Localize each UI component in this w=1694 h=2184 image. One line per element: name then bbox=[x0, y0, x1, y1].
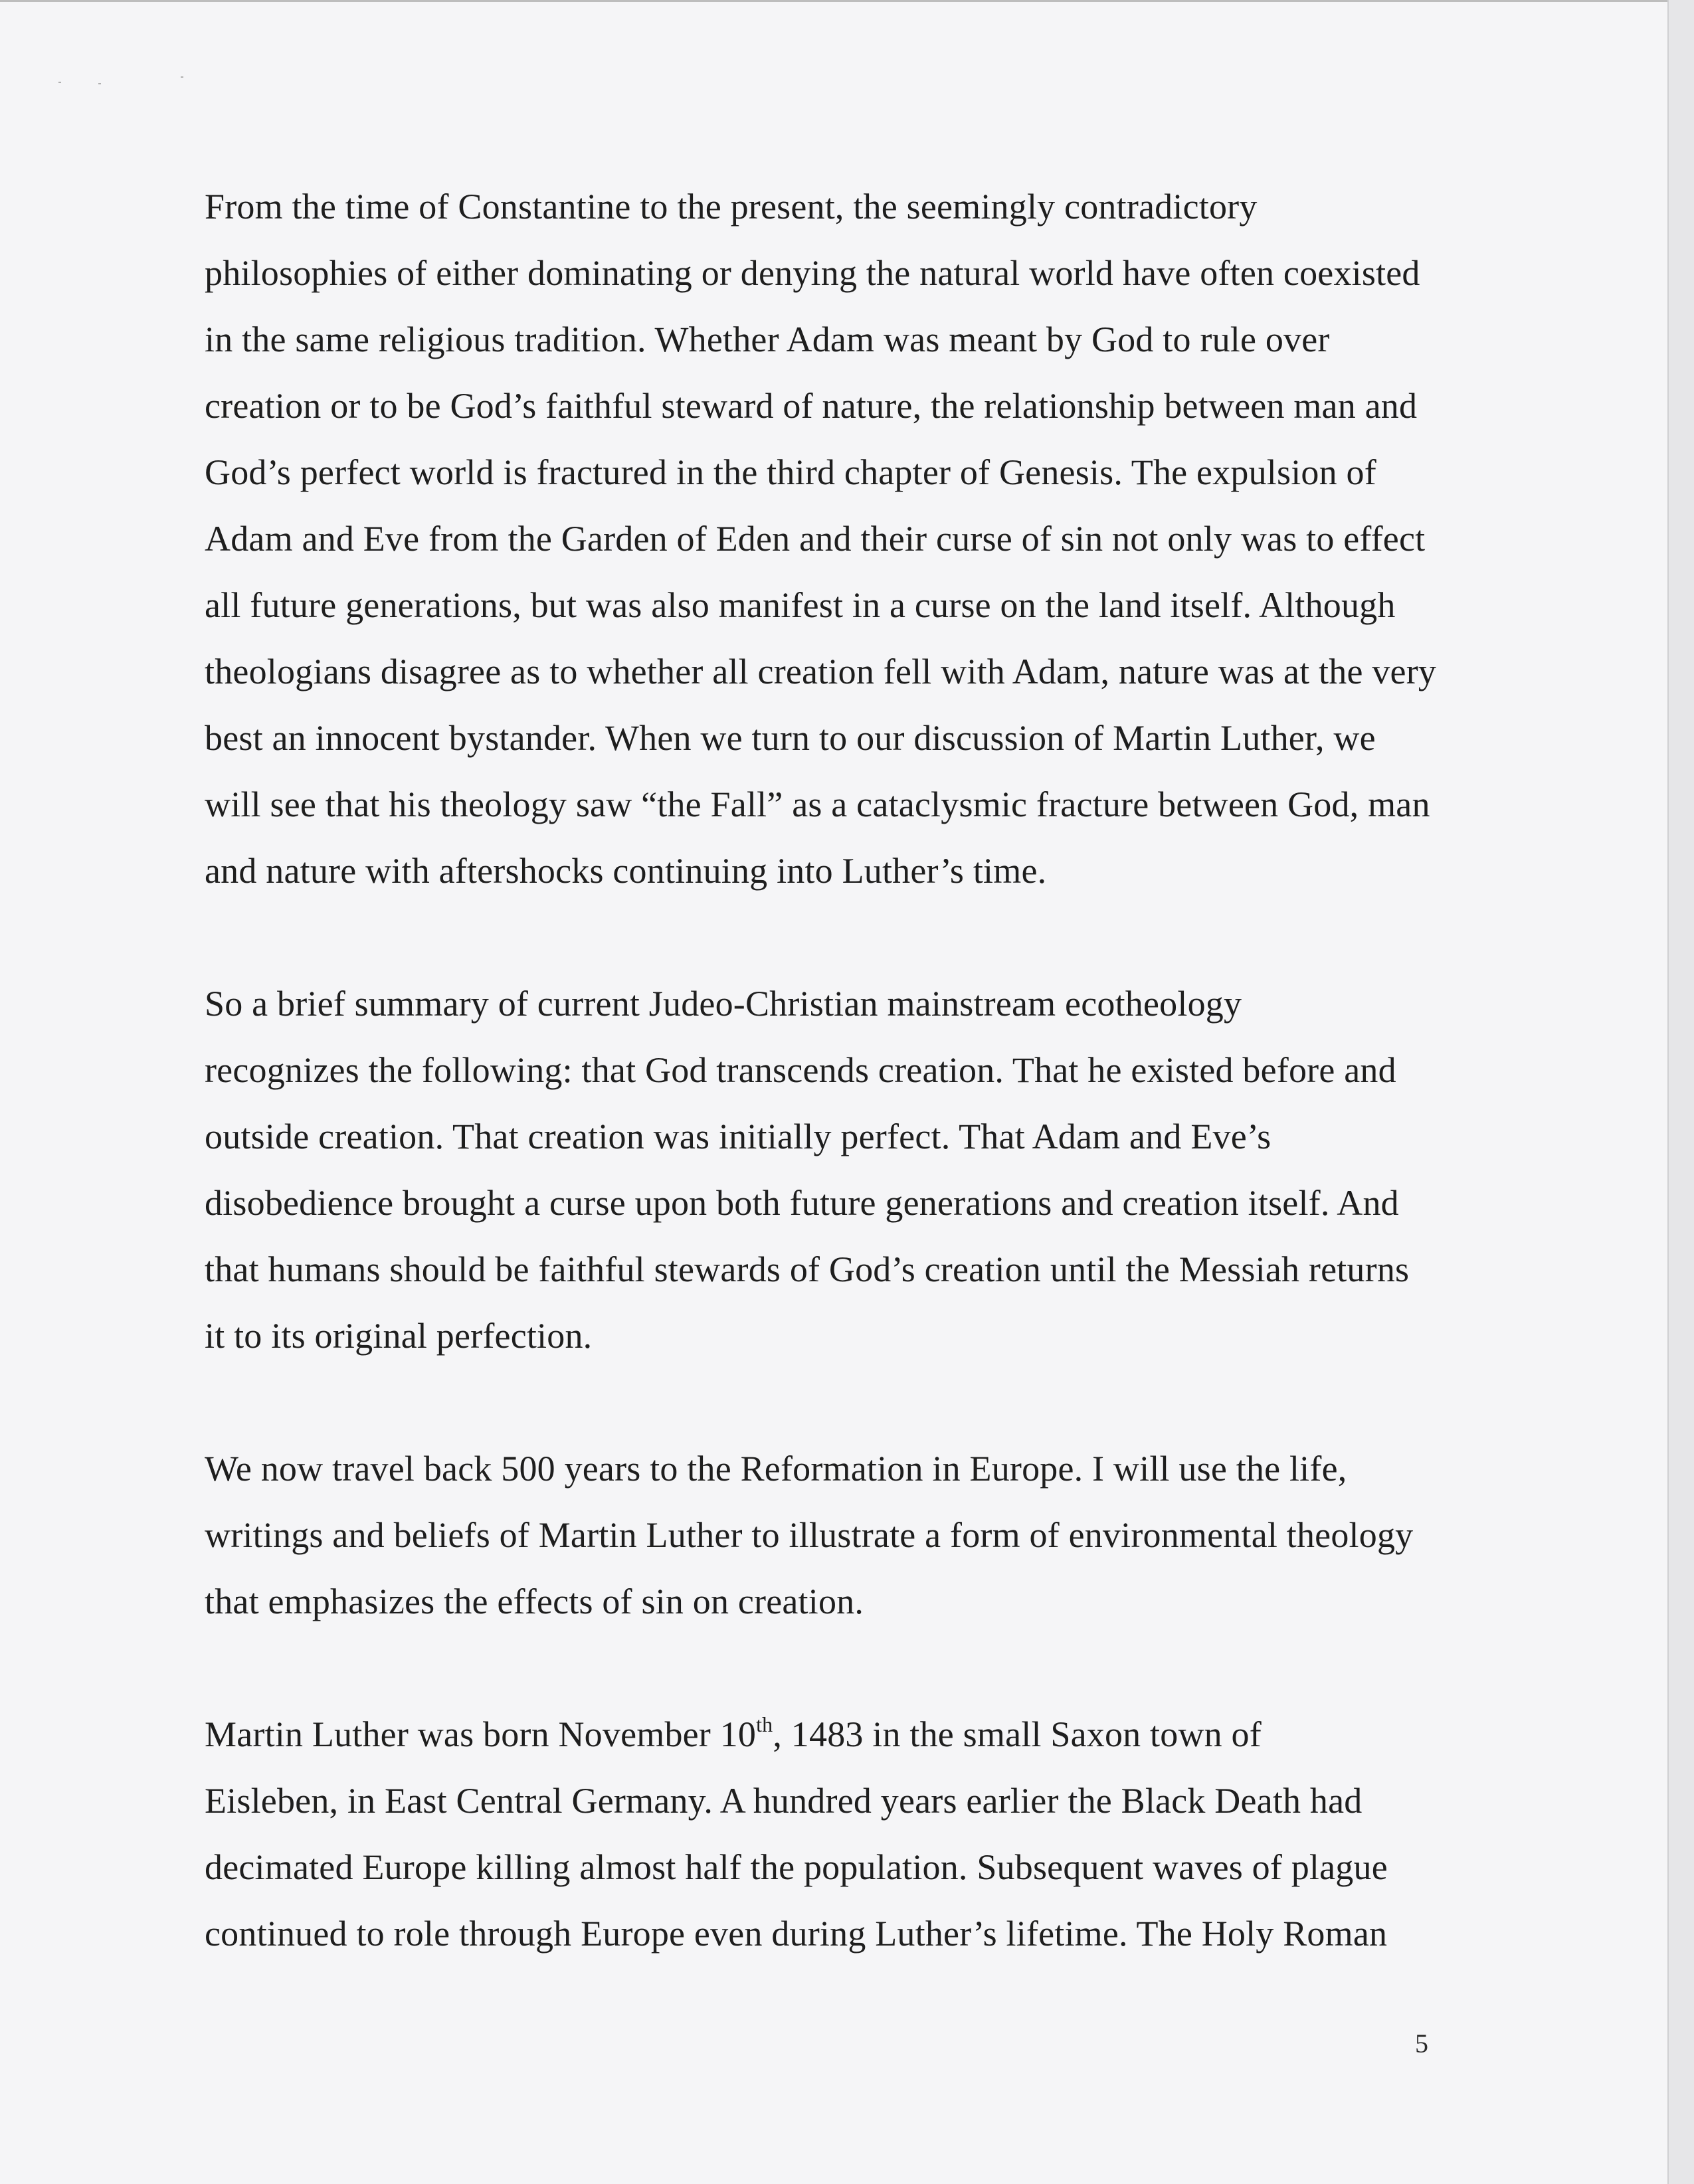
text-line: will see that his theology saw “the Fall” as a cataclysmic fracture between God, man bbox=[205, 784, 1430, 824]
text-line: creation or to be God’s faithful steward of nature, the relationship between man and bbox=[205, 386, 1418, 426]
text-line: continued to role through Europe even during Luther’s lifetime. The Holy Roman bbox=[205, 1914, 1388, 1954]
text-line: that humans should be faithful stewards of God’s creation until the Messiah returns bbox=[205, 1249, 1410, 1289]
scan-speck bbox=[181, 76, 183, 78]
text-fragment: , 1483 in the small Saxon town of bbox=[773, 1714, 1262, 1754]
text-line: in the same religious tradition. Whether Adam was meant by God to rule over bbox=[205, 319, 1330, 359]
text-line: Eisleben, in East Central Germany. A hundred years earlier the Black Death had bbox=[205, 1781, 1363, 1821]
page-number: 5 bbox=[1415, 2029, 1428, 2058]
text-line: So a brief summary of current Judeo-Christian mainstream ecotheology bbox=[205, 984, 1242, 1024]
text-line: it to its original perfection. bbox=[205, 1316, 593, 1356]
text-line: Adam and Eve from the Garden of Eden and their curse of sin not only was to effect bbox=[205, 519, 1426, 559]
text-line: theologians disagree as to whether all creation fell with Adam, nature was at the very bbox=[205, 652, 1437, 691]
paragraph-constantine bbox=[166, 173, 1521, 904]
paragraph-reformation bbox=[166, 1435, 1521, 1635]
text-line: God’s perfect world is fractured in the third chapter of Genesis. The expulsion of bbox=[205, 452, 1376, 492]
text-line: philosophies of either dominating or denying the natural world have often coexisted bbox=[205, 253, 1420, 293]
text-line: that emphasizes the effects of sin on creation. bbox=[205, 1582, 864, 1621]
text-line: From the time of Constantine to the present, the seemingly contradictory bbox=[205, 187, 1258, 227]
text-line: outside creation. That creation was initially perfect. That Adam and Eve’s bbox=[205, 1117, 1271, 1156]
text-line: decimated Europe killing almost half the population. Subsequent waves of plague bbox=[205, 1847, 1388, 1887]
scan-edge bbox=[1667, 0, 1694, 2184]
text-line: and nature with aftershocks continuing into Luther’s time. bbox=[205, 851, 1047, 891]
text-line: disobedience brought a curse upon both future generations and creation itself. And bbox=[205, 1183, 1399, 1223]
text-line bbox=[166, 1701, 1521, 1768]
paragraph-luther-birth bbox=[166, 1701, 1521, 1967]
document-body bbox=[166, 173, 1521, 2033]
text-line: all future generations, but was also manifest in a curse on the land itself. Although bbox=[205, 585, 1396, 625]
text-line: writings and beliefs of Martin Luther to illustrate a form of environmental theology bbox=[205, 1515, 1414, 1555]
scan-speck bbox=[58, 82, 61, 83]
text-line: best an innocent bystander. When we turn to our discussion of Martin Luther, we bbox=[205, 718, 1376, 758]
scan-speck bbox=[98, 83, 101, 84]
ordinal-suffix: th bbox=[756, 1712, 773, 1736]
text-line: We now travel back 500 years to the Reformation in Europe. I will use the life, bbox=[205, 1449, 1347, 1489]
text-fragment: Martin Luther was born November 10 bbox=[205, 1714, 757, 1754]
text-line: recognizes the following: that God transcends creation. That he existed before and bbox=[205, 1050, 1396, 1090]
paragraph-summary bbox=[166, 970, 1521, 1369]
